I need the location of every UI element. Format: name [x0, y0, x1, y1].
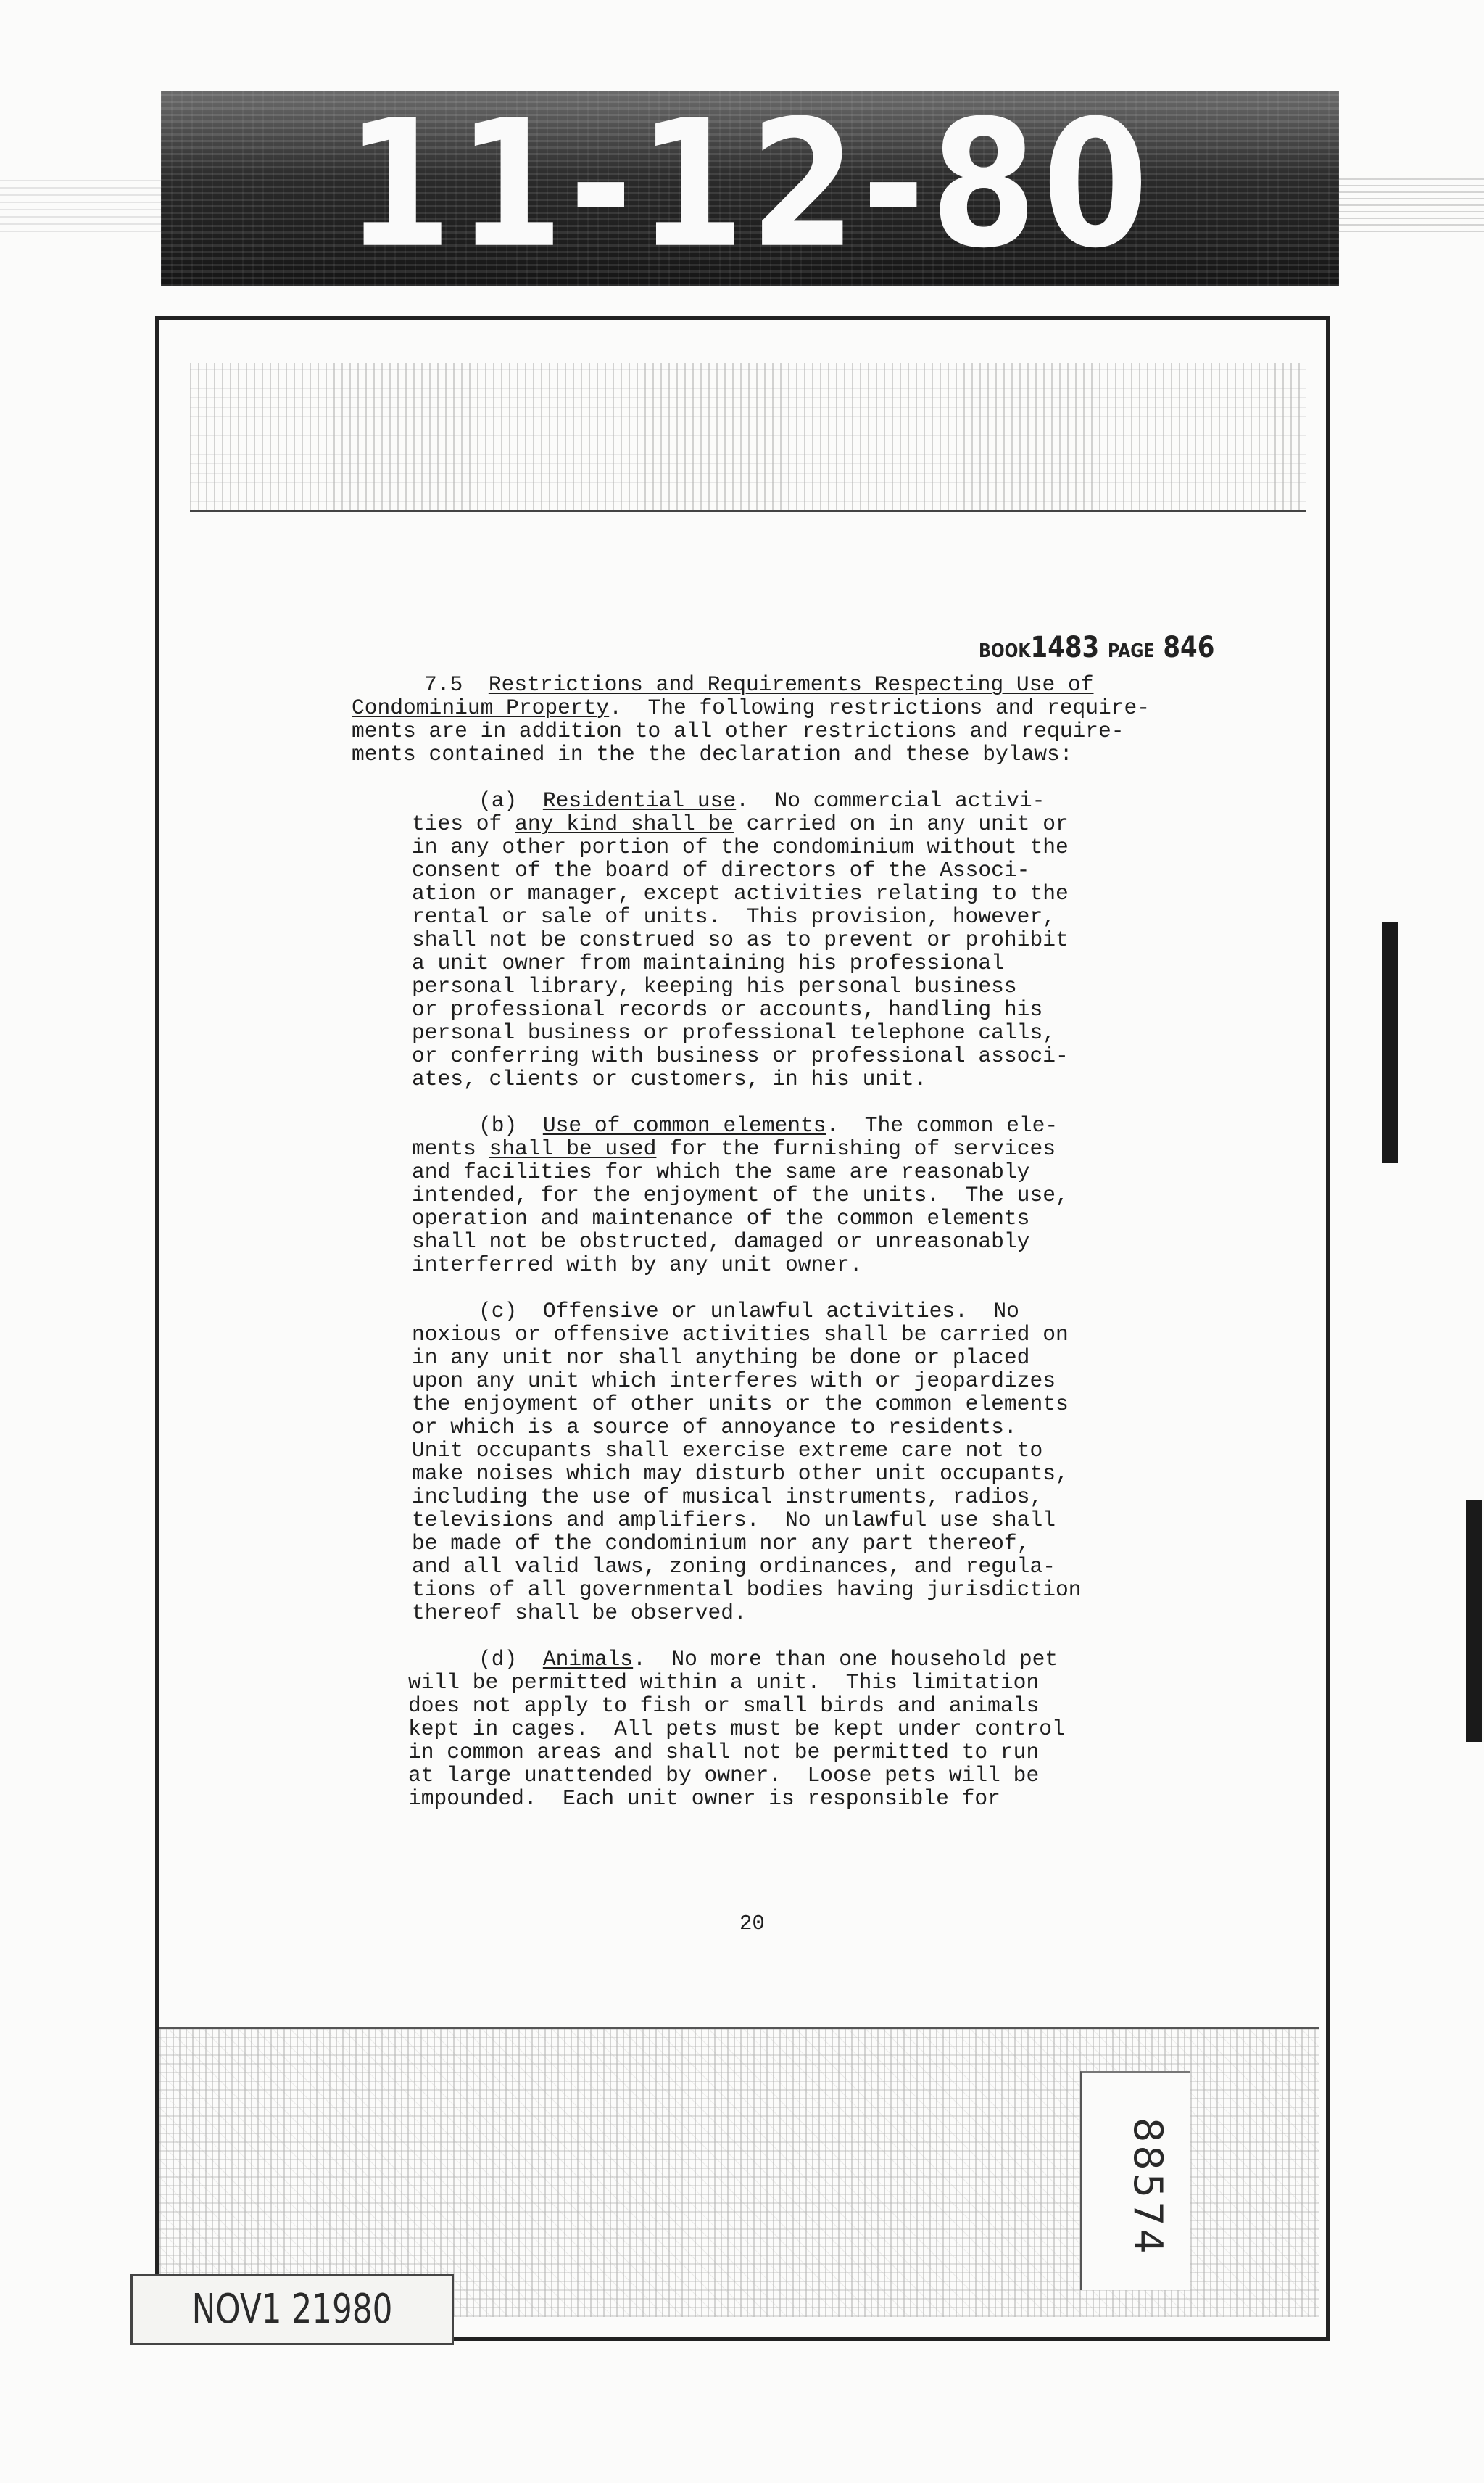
- text-fragment: for the furnishing of services: [656, 1136, 1056, 1161]
- page-number: 20: [739, 1912, 765, 1935]
- section-intro-line: ments contained in the the declaration and these bylaws:: [352, 742, 1073, 767]
- book-number: 1483: [1030, 631, 1100, 664]
- microfilm-date-banner: [161, 82, 1339, 287]
- subsection-c-line: including the use of musical instruments, radios,: [412, 1484, 1043, 1509]
- subsection-d-line: impounded. Each unit owner is responsible for: [408, 1786, 1000, 1811]
- section-heading-line1: [424, 673, 1094, 696]
- subsection-c-label: (c): [478, 1299, 518, 1323]
- subsection-c-line: televisions and amplifiers. No unlawful use shall: [412, 1508, 1056, 1532]
- subsection-c-line: or which is a source of annoyance to residents.: [412, 1415, 1017, 1439]
- subsection-b-line: [412, 1137, 1056, 1160]
- book-page-number: 846: [1163, 631, 1215, 664]
- subsection-d-title: Animals: [542, 1647, 634, 1672]
- section-number: 7.5: [424, 672, 463, 697]
- scan-marker-bar: [1382, 922, 1398, 1163]
- subsection-d-line: does not apply to fish or small birds and animals: [408, 1693, 1040, 1718]
- subsection-a-line: ation or manager, except activities relating to the: [412, 881, 1069, 906]
- scan-marker-bar: [1466, 1500, 1482, 1742]
- subsection-b-line: interferred with by any unit owner.: [412, 1252, 863, 1277]
- subsection-a-title: Residential use: [542, 788, 737, 813]
- subsection-d-line: will be permitted within a unit. This limitation: [408, 1670, 1040, 1695]
- scan-noise-top-rule: [190, 510, 1306, 512]
- book-label: BOOK: [979, 640, 1031, 662]
- section-title-part1: Restrictions and Requirements Respecting Use of: [488, 672, 1094, 697]
- scan-noise-top: [190, 363, 1306, 511]
- subsection-c-line: the enjoyment of other units or the common elements: [412, 1392, 1069, 1416]
- subsection-c-line: thereof shall be observed.: [412, 1600, 747, 1625]
- section-heading-line2: [352, 696, 1150, 719]
- underlined-phrase: any kind shall be: [515, 811, 734, 836]
- subsection-d-line: at large unattended by owner. Loose pets will be: [408, 1763, 1040, 1788]
- section-title-part2: Condominium Property: [352, 695, 610, 720]
- subsection-c-line: noxious or offensive activities shall be carried on: [412, 1322, 1069, 1347]
- subsection-a-first-line: [478, 789, 1045, 812]
- subsection-d-line: kept in cages. All pets must be kept under control: [408, 1716, 1065, 1741]
- subsection-a-first-tail: . No commercial activi-: [736, 788, 1045, 813]
- subsection-c-line: in any unit nor shall anything be done or placed: [412, 1345, 1030, 1370]
- subsection-d-line: in common areas and shall not be permitted to run: [408, 1740, 1040, 1764]
- subsection-d-first-line: [478, 1648, 1058, 1671]
- text-fragment: ments: [412, 1136, 489, 1161]
- subsection-a-line: personal library, keeping his personal business: [412, 974, 1017, 999]
- subsection-b-first-line: [478, 1114, 1058, 1137]
- subsection-c-line: make noises which may disturb other unit occupants,: [412, 1461, 1069, 1486]
- section-intro-line: ments are in addition to all other restrictions and require-: [352, 719, 1124, 743]
- subsection-c-line: be made of the condominium nor any part thereof,: [412, 1531, 1030, 1556]
- subsection-a-line: in any other portion of the condominium without the: [412, 835, 1069, 859]
- subsection-b-line: and facilities for which the same are reasonably: [412, 1160, 1030, 1184]
- subsection-b-title: Use of common elements: [542, 1113, 826, 1138]
- subsection-a-line: shall not be construed so as to prevent or prohibit: [412, 927, 1069, 952]
- subsection-a-line: rental or sale of units. This provision, however,: [412, 904, 1056, 929]
- scan-noise-bottom-rule: [159, 2027, 1319, 2029]
- subsection-c-first-line: [478, 1300, 1019, 1323]
- banner-date: 11-12-80: [345, 82, 1155, 287]
- subsection-a-line: or professional records or accounts, handling his: [412, 997, 1043, 1022]
- received-date: NOV1 21980: [191, 2286, 393, 2333]
- subsection-a-label: (a): [478, 788, 518, 813]
- subsection-c-title: Offensive or unlawful activities. No: [542, 1299, 1019, 1323]
- subsection-a-line: consent of the board of directors of the Associ-: [412, 858, 1030, 883]
- banner-right-edge: [1339, 174, 1484, 232]
- subsection-b-label: (b): [478, 1113, 518, 1138]
- subsection-d-label: (d): [478, 1647, 518, 1672]
- recording-number: 88574: [1125, 2118, 1171, 2257]
- text-fragment: ties of: [412, 811, 515, 836]
- subsection-b-first-tail: . The common ele-: [826, 1113, 1058, 1138]
- text-fragment: carried on in any unit or: [733, 811, 1069, 836]
- subsection-d-first-tail: . No more than one household pet: [633, 1647, 1058, 1672]
- banner-left-edge: [0, 174, 161, 232]
- subsection-c-line: and all valid laws, zoning ordinances, and regula-: [412, 1554, 1056, 1579]
- underlined-phrase: shall be used: [489, 1136, 657, 1161]
- subsection-a-line: or conferring with business or professional associ-: [412, 1044, 1069, 1068]
- book-page-reference: [979, 631, 1214, 664]
- subsection-b-line: operation and maintenance of the common elements: [412, 1206, 1030, 1231]
- page-label: PAGE: [1108, 640, 1155, 662]
- subsection-c-line: tions of all governmental bodies having jurisdiction: [412, 1577, 1082, 1602]
- subsection-b-line: shall not be obstructed, damaged or unreasonably: [412, 1229, 1030, 1254]
- subsection-a-line: ates, clients or customers, in his unit.: [412, 1067, 927, 1091]
- subsection-c-line: Unit occupants shall exercise extreme care not to: [412, 1438, 1043, 1463]
- subsection-c-line: upon any unit which interferes with or jeopardizes: [412, 1368, 1056, 1393]
- subsection-a-line: personal business or professional telephone calls,: [412, 1020, 1056, 1045]
- subsection-a-line: a unit owner from maintaining his professional: [412, 951, 1004, 975]
- section-intro-tail: . The following restrictions and require-: [609, 695, 1151, 720]
- subsection-a-line: [412, 812, 1069, 835]
- received-date-stamp: [130, 2274, 454, 2345]
- subsection-b-line: intended, for the enjoyment of the units. The use,: [412, 1183, 1069, 1207]
